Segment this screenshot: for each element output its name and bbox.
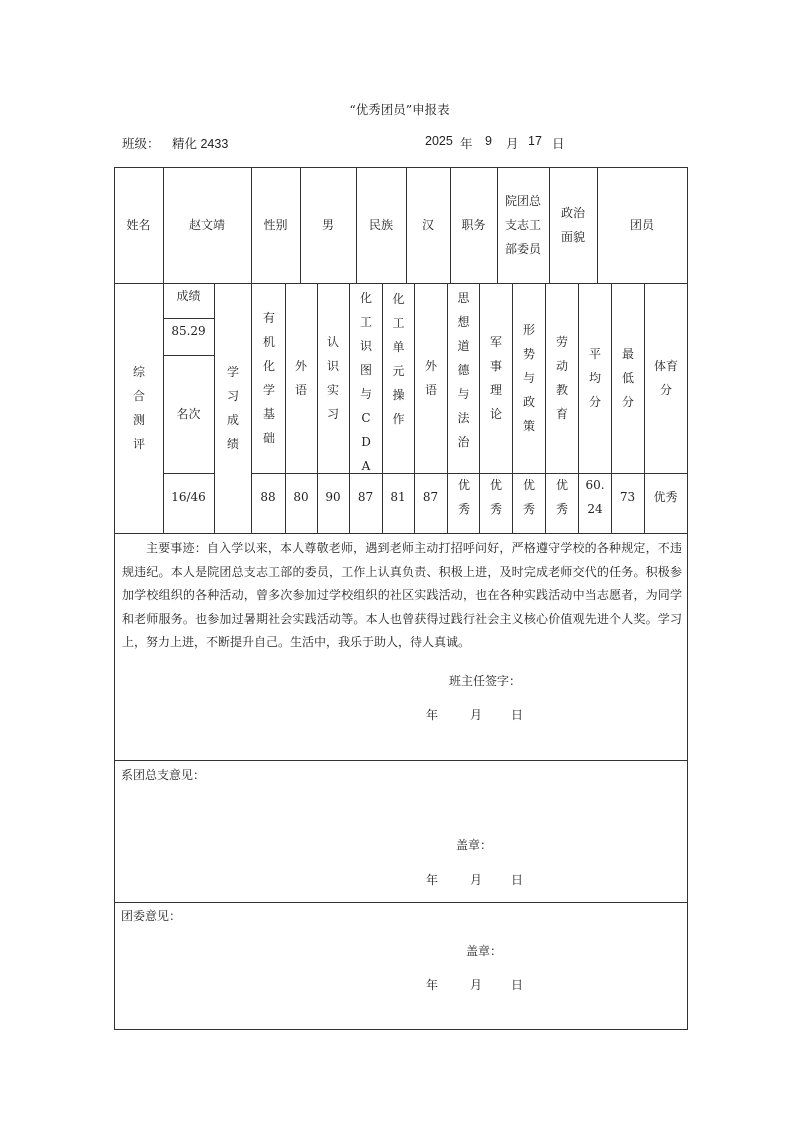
subject-header: 外语 xyxy=(424,359,437,397)
teacher-signature-label: 班主任签字： xyxy=(449,674,522,688)
gender-value: 男 xyxy=(321,217,334,232)
committee-opinion-label: 团委意见： xyxy=(121,909,182,923)
subject-value: 优秀 xyxy=(489,478,502,516)
deeds-date-day: 日 xyxy=(511,708,524,722)
branch-date-day: 日 xyxy=(511,873,524,887)
branch-date-month: 月 xyxy=(470,873,483,887)
subject-header: 化工单元操作 xyxy=(392,292,405,426)
border-right xyxy=(687,167,688,1030)
subject-header: 军事理论 xyxy=(489,335,502,421)
rank-label: 名次 xyxy=(176,406,201,421)
divider xyxy=(114,760,688,761)
section-label: 综合测评 xyxy=(132,365,145,451)
branch-opinion-label: 系团总支意见： xyxy=(121,768,206,782)
date-day-unit: 日 xyxy=(552,137,565,151)
subject-value: 80 xyxy=(293,489,309,504)
subject-header-wrap xyxy=(383,283,414,473)
subject-header: 外语 xyxy=(294,359,307,397)
deeds-section xyxy=(122,537,682,655)
subject-value: 88 xyxy=(260,489,276,504)
class-value: 精化 2433 xyxy=(172,137,229,151)
divider xyxy=(114,902,688,903)
committee-date-month: 月 xyxy=(470,978,483,992)
academic-label: 学习成绩 xyxy=(226,365,239,451)
form-title: “优秀团员”申报表 xyxy=(349,102,450,117)
deeds-text: 主要事迹：自入学以来，本人尊敬老师，遇到老师主动打招呼问好，严格遵守学校的各种规定，不违规违纪。本人是院团总支志工部的委员，工作上认真负责、积极上进，及时完成老师交代的任务。积极参加学校组织的各种活动，曾多次参加过学校组织的社区实践活动，也在各种实践活动中当志愿者，为同学和老师服务。也参加过暑期社会实践活动等。本人也曾获得过践行社会主义核心价值观先进个人奖。学习上，努力上进，不断提升自己。生活中，我乐于助人，待人真诚。 xyxy=(122,541,682,649)
subject-value: 81 xyxy=(390,489,406,504)
subject-value: 87 xyxy=(422,489,439,504)
deeds-date-year: 年 xyxy=(426,708,439,722)
position-label: 职务 xyxy=(461,217,486,232)
subject-header: 思想道德与法治 xyxy=(457,291,470,449)
deeds-date-month: 月 xyxy=(470,708,483,722)
divider xyxy=(479,283,480,533)
divider xyxy=(114,533,688,534)
date-day: 17 xyxy=(528,134,542,148)
ethnicity-label: 民族 xyxy=(368,217,393,232)
subject-value: 73 xyxy=(619,489,636,504)
subject-value: 90 xyxy=(325,489,341,504)
date-month: 9 xyxy=(485,134,492,148)
date-month-unit: 月 xyxy=(506,137,519,151)
date-year: 2025 xyxy=(425,134,453,148)
gender-label: 性别 xyxy=(263,217,288,232)
divider xyxy=(578,283,579,533)
committee-date-year: 年 xyxy=(426,978,439,992)
subject-header: 劳动教育 xyxy=(555,335,568,421)
name-value: 赵文靖 xyxy=(188,217,225,232)
branch-stamp-label: 盖章： xyxy=(456,838,493,852)
divider xyxy=(497,167,498,283)
subject-value: 优秀 xyxy=(555,478,568,516)
score-label: 成绩 xyxy=(176,289,201,303)
subject-header: 化工识图与CDA xyxy=(359,291,372,473)
border-left xyxy=(114,167,115,1030)
political-label: 政治面貌 xyxy=(560,206,585,244)
committee-date-day: 日 xyxy=(511,978,524,992)
class-label: 班级： xyxy=(122,137,160,151)
branch-date-year: 年 xyxy=(426,873,439,887)
divider xyxy=(549,167,550,283)
subject-header: 最低分 xyxy=(621,347,634,409)
subject-value: 60.24 xyxy=(585,478,605,516)
subject-header: 平均分 xyxy=(588,347,601,409)
subject-header-wrap xyxy=(448,283,479,473)
ethnicity-value: 汉 xyxy=(421,217,434,232)
subject-header: 有机化学基础 xyxy=(262,311,275,445)
divider xyxy=(545,283,546,533)
subject-value: 优秀 xyxy=(653,489,678,504)
divider xyxy=(512,283,513,533)
political-value: 团员 xyxy=(629,217,654,232)
name-label: 姓名 xyxy=(126,217,151,232)
subject-header: 体育分 xyxy=(653,359,678,397)
date-year-unit: 年 xyxy=(460,137,473,151)
border-bottom xyxy=(114,1029,688,1030)
position-value: 院团总支志工部委员 xyxy=(504,194,541,256)
subject-header: 形势与政策 xyxy=(522,323,535,433)
divider xyxy=(214,283,215,533)
subject-header: 认识实习 xyxy=(326,335,339,421)
subject-value: 优秀 xyxy=(457,478,470,516)
rank-value: 16/46 xyxy=(171,489,206,504)
committee-stamp-label: 盖章： xyxy=(466,944,503,958)
subject-header-wrap xyxy=(350,283,382,473)
score-value: 85.29 xyxy=(171,324,206,338)
subject-value: 优秀 xyxy=(522,478,535,516)
subject-value: 87 xyxy=(357,489,374,504)
